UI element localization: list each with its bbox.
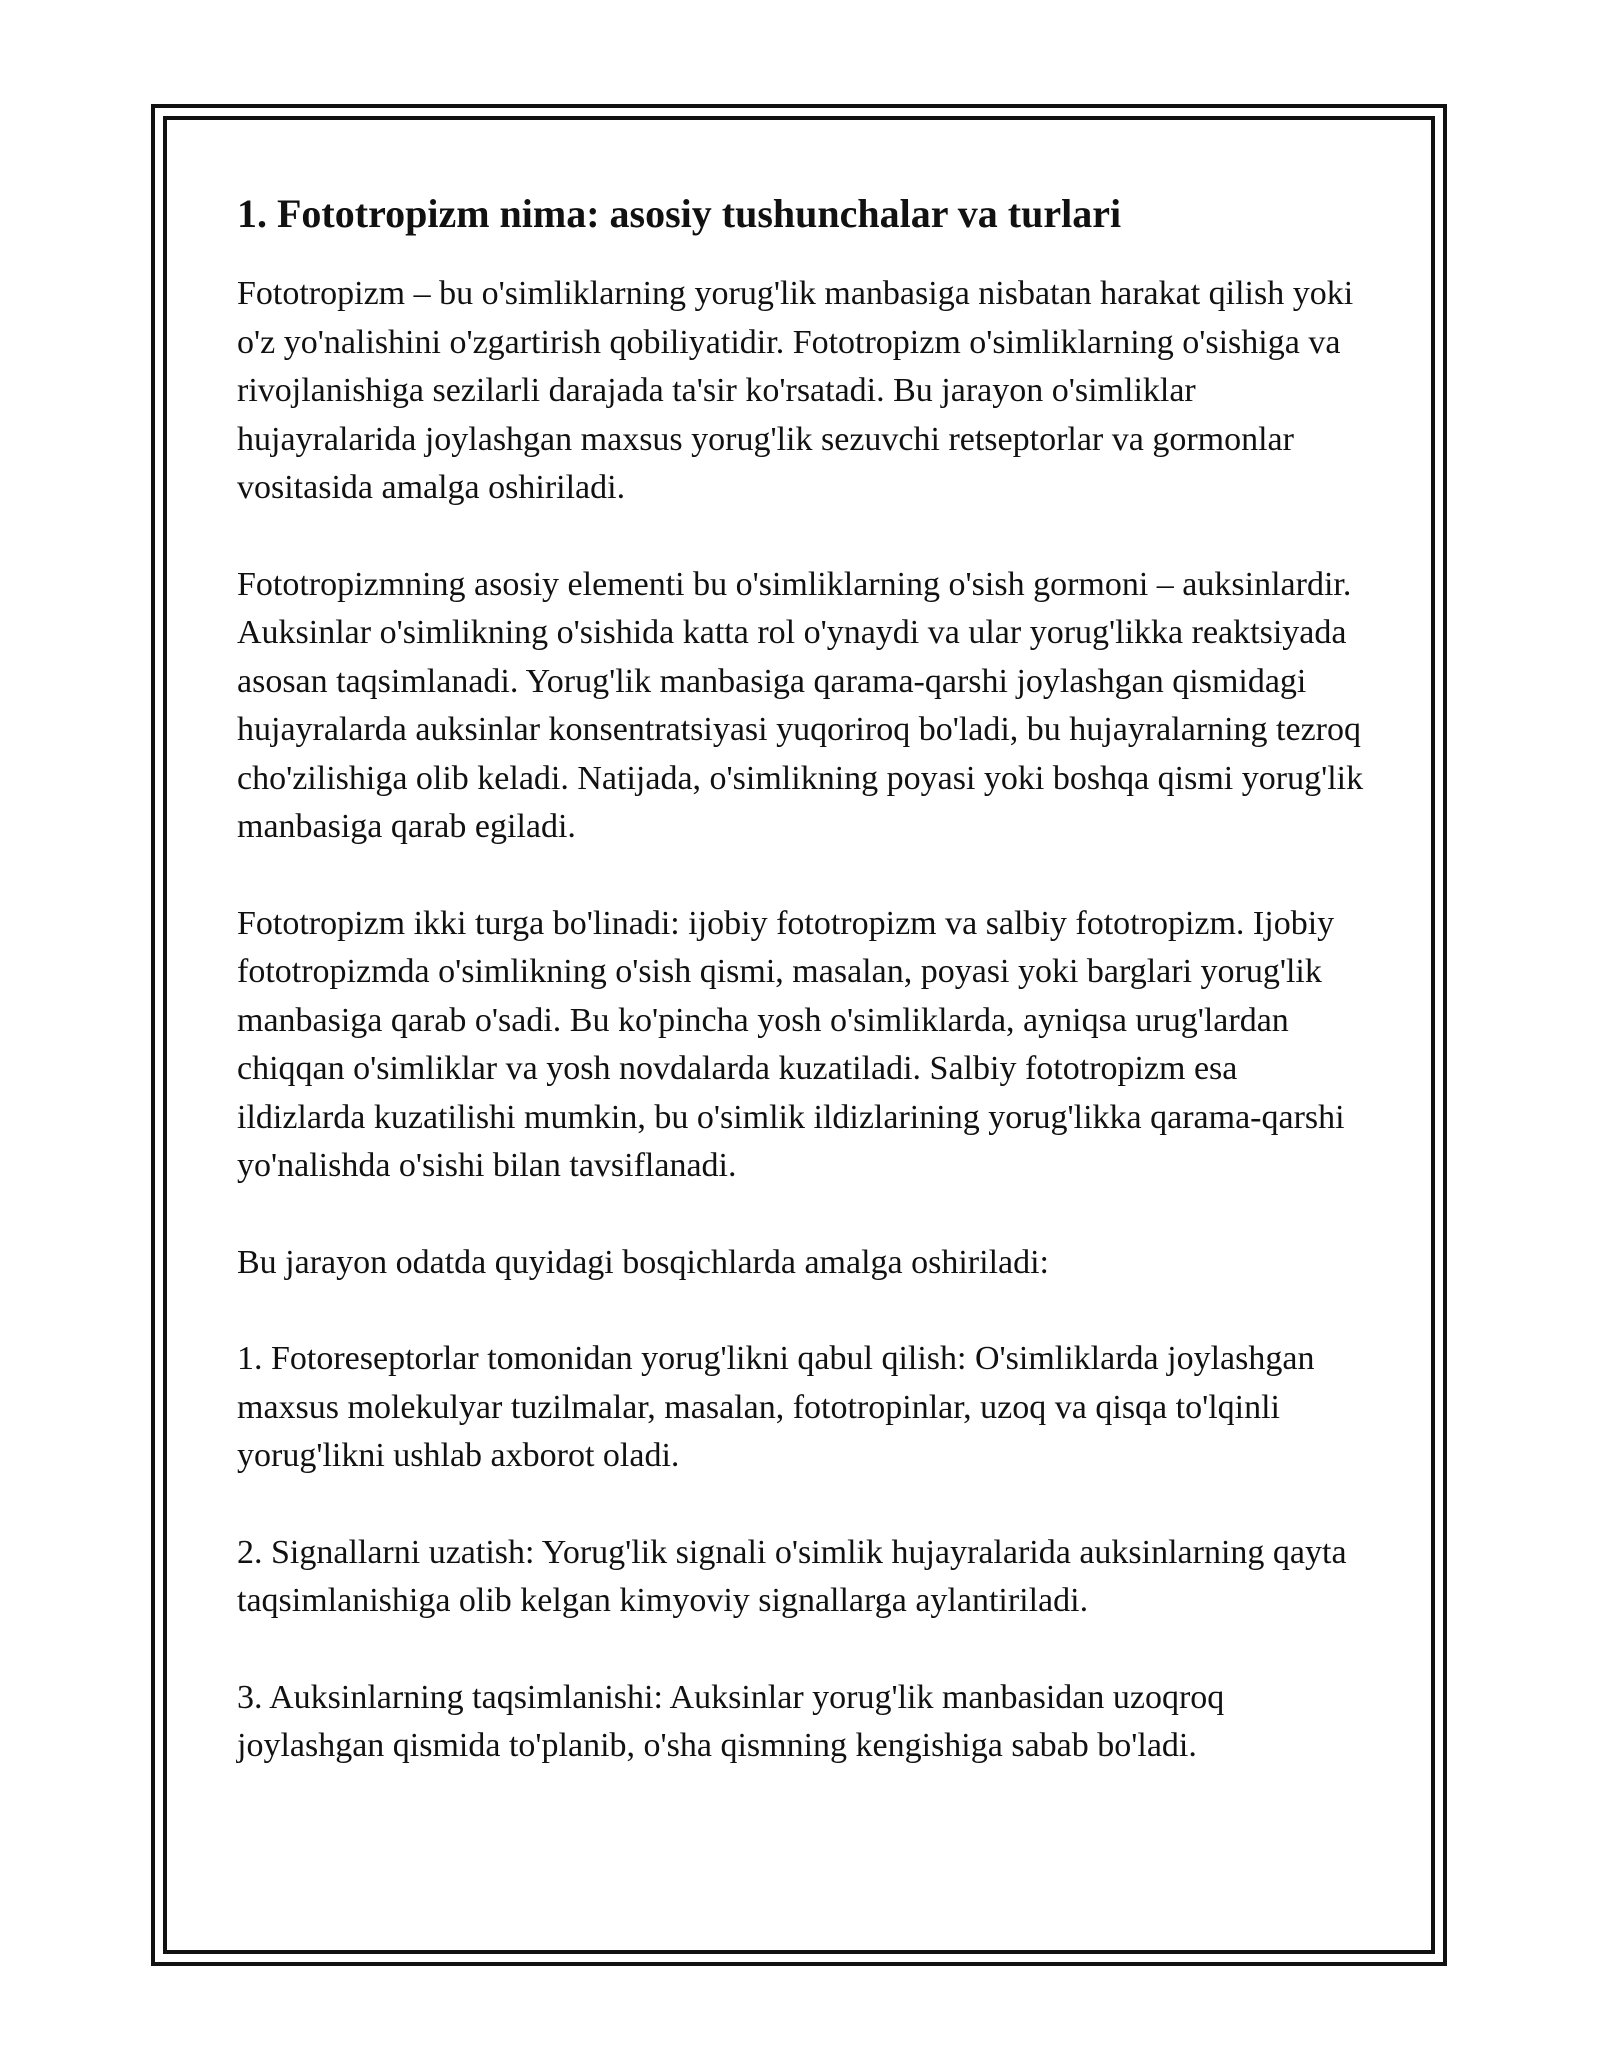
paragraph-definition: Fototropizm – bu o'simliklarning yorug'lik manbasiga nisbatan harakat qilish yoki o'z yo'nalishini o'zgartirish qobiliyatidir. Fototropizm o'simliklarning o'sishiga va rivojlanishiga sezilarli darajada ta'sir ko'rsatadi. Bu jarayon o'simliklar hujayralarida joylashgan maxsus yorug'lik sezuvchi retseptorlar va gormonlar vositasida amalga oshiriladi. [237,275,1354,506]
list-item-stage-1: 1. Fotoreseptorlar tomonidan yorug'likni qabul qilish: O'simliklarda joylashgan maxsus molekulyar tuzilmalar, masalan, fototropinlar, uzoq va qisqa to'lqinli yorug'likni ushlab axborot oladi. [237,1340,1315,1474]
list-item-stage-2: 2. Signallarni uzatish: Yorug'lik signali o'simlik hujayralarida auksinlarning qayta taqsimlanishiga olib kelgan kimyoviy signallarga aylantiriladi. [237,1533,1347,1619]
paragraph-auxins: Fototropizmning asosiy elementi bu o'simliklarning o'sish gormoni – auksinlardir. Auksinlar o'simlikning o'sishida katta rol o'ynaydi va ular yorug'likka reaktsiyada asosan taqsimlanadi. Yorug'lik manbasiga qarama-qarshi joylashgan qismidagi hujayralarda auksinlar konsentratsiyasi yuqoriroq bo'ladi, bu hujayralarning tezroq cho'zilishiga olib keladi. Natijada, o'simlikning poyasi yoki boshqa qismi yorug'lik manbasiga qarab egiladi. [237,565,1364,845]
paragraph-types: Fototropizm ikki turga bo'linadi: ijobiy fototropizm va salbiy fototropizm. Ijobiy fototropizmda o'simlikning o'sish qismi, masalan, poyasi yoki barglari yorug'lik manbasiga qarab o'sadi. Bu ko'pincha yosh o'simliklarda, ayniqsa urug'lardan chiqqan o'simliklar va yosh novdalarda kuzatiladi. Salbiy fototropizm esa ildizlarda kuzatilishi mumkin, bu o'simlik ildizlarining yorug'likka qarama-qarshi yo'nalishda o'sishi bilan tavsiflanadi. [237,904,1345,1184]
document-body [237,190,1367,1819]
list-item-stage-3: 3. Auksinlarning taqsimlanishi: Auksinlar yorug'lik manbasidan uzoqroq joylashgan qismida to'planib, o'sha qismning kengishiga sabab bo'ladi. [237,1678,1225,1764]
paragraph-stages-intro: Bu jarayon odatda quyidagi bosqichlarda amalga oshiriladi: [237,1243,1049,1281]
section-heading: 1. Fototropizm nima: asosiy tushunchalar va turlari [237,191,1122,236]
